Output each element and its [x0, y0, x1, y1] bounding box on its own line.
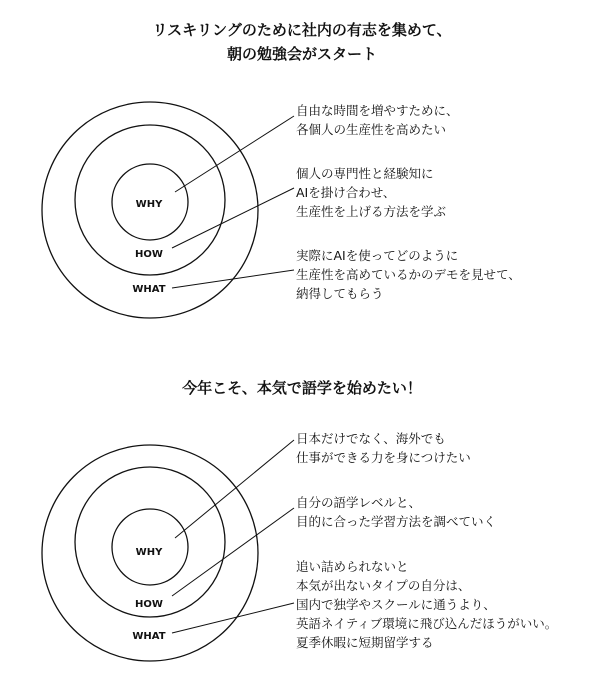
section-2-how-line-2: 目的に合った学習方法を調べていく: [296, 514, 497, 529]
section-2-label-why: WHY: [135, 547, 163, 558]
section-2-what-line-5: 夏季休暇に短期留学する: [296, 635, 434, 650]
section-1-why-line-1: 自由な時間を増やすために、: [296, 103, 459, 118]
section-2-label-how: HOW: [135, 599, 163, 610]
section-2-title-line-1: 今年こそ、本気で語学を始めたい！: [182, 379, 422, 397]
section-2-ring-how: [75, 467, 225, 617]
section-1-how-text: [296, 164, 596, 221]
section-1-label-how: HOW: [135, 249, 163, 260]
section-2-what-line-2: 本気が出ないタイプの自分は、: [296, 578, 471, 593]
section-1-how-line-3: 生産性を上げる方法を学ぶ: [296, 204, 447, 219]
section-2-leader-how: [172, 508, 294, 596]
section-1-title-line-1: リスキリングのために社内の有志を集めて、: [152, 21, 452, 39]
section-1-leader-why: [175, 116, 294, 192]
section-1-what-line-3: 納得してもらう: [296, 286, 384, 301]
section-1-title: [0, 18, 604, 66]
section-1-how-line-1: 個人の専門性と経験知に: [296, 166, 434, 181]
section-2-label-what: WHAT: [132, 631, 166, 642]
section-1-why-text: [296, 101, 596, 139]
section-1-leader-how: [172, 188, 294, 248]
section-1-label-why: WHY: [135, 199, 163, 210]
section-2-title: [0, 376, 604, 400]
section-2-why-text: [296, 429, 596, 467]
section-1-what-text: [296, 246, 596, 303]
section-1-what-line-2: 生産性を高めているかのデモを見せて、: [296, 267, 521, 282]
section-2-what-line-4: 英語ネイティブ環境に飛び込んだほうがいい。: [296, 616, 558, 631]
section-1-how-line-2: AIを掛け合わせ、: [296, 185, 396, 200]
section-1-label-what: WHAT: [132, 284, 166, 295]
section-2-how-line-1: 自分の語学レベルと、: [296, 495, 422, 510]
section-2-what-line-3: 国内で独学やスクールに通うより、: [296, 597, 496, 612]
section-1-what-line-1: 実際にAIを使ってどのように: [296, 248, 459, 263]
section-2-leader-what: [172, 603, 294, 633]
section-1-why-line-2: 各個人の生産性を高めたい: [296, 122, 447, 137]
section-1-title-line-2: 朝の勉強会がスタート: [226, 45, 377, 63]
section-2-leader-why: [175, 440, 294, 538]
section-2-what-line-1: 追い詰められないと: [296, 559, 409, 574]
section-2-why-line-2: 仕事ができる力を身につけたい: [296, 450, 471, 465]
section-2-what-text: [296, 557, 596, 652]
section-2-why-line-1: 日本だけでなく、海外でも: [296, 431, 446, 446]
section-2-how-text: [296, 493, 596, 531]
section-1-leader-what: [172, 270, 294, 288]
